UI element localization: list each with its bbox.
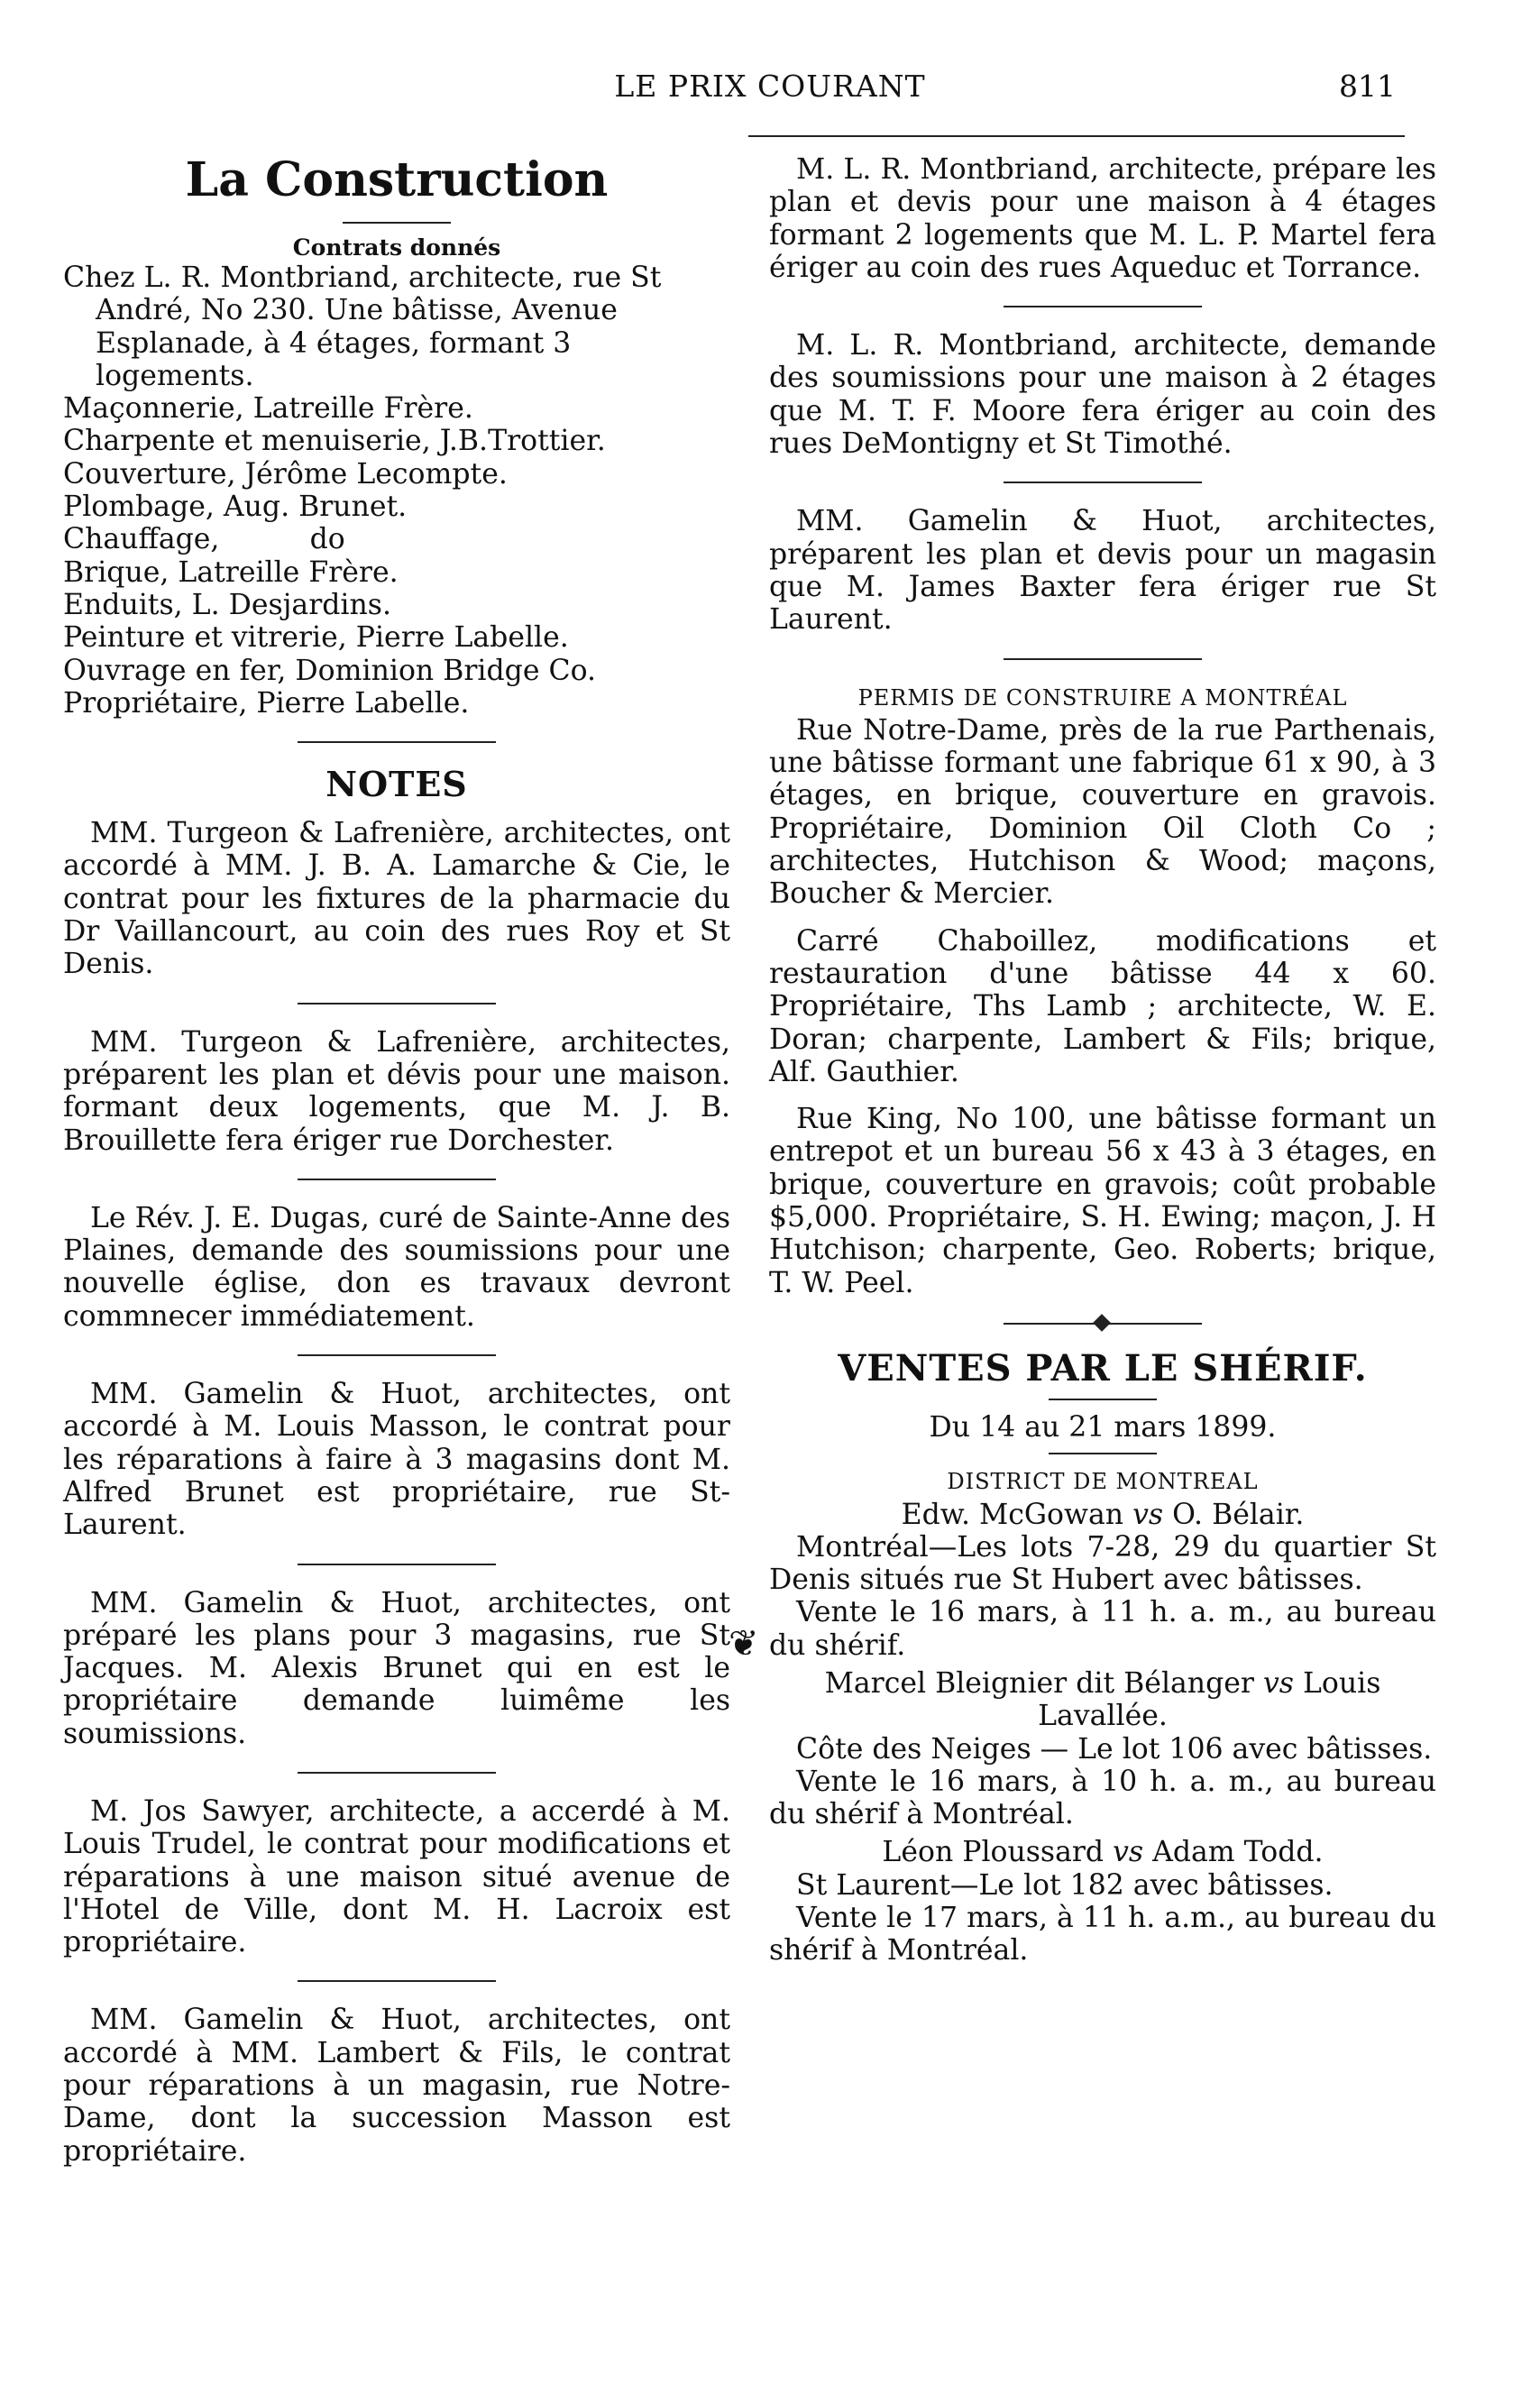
right-column (769, 153, 1436, 1968)
divider (298, 1980, 496, 1982)
divider (1004, 306, 1202, 307)
case-parties (769, 1499, 1436, 1531)
case-description: Côte des Neiges — Le lot 106 avec bâtisses. (796, 1732, 1433, 1766)
divider (1049, 1399, 1157, 1400)
case-parties (769, 1836, 1436, 1868)
running-head (0, 0, 1540, 135)
versus: vs (1132, 1498, 1164, 1531)
running-title: LE PRIX COURANT (614, 69, 926, 104)
note-paragraph: Le Rév. J. E. Dugas, curé de Sainte-Anne des Plaines, demande des soumissions pour une nouvelle église, don es travaux devront commnecer immédiatement. (63, 1201, 730, 1333)
case-description: St Laurent—Le lot 182 avec bâtisses. (796, 1868, 1334, 1902)
printer-ornament-icon: ❦ (729, 1623, 759, 1665)
trade-line: Enduits, L. Desjardins. (63, 588, 391, 621)
note-paragraph: MM. Gamelin & Huot, architectes, ont préparé les plans pour 3 magasins, rue St Jacques. M. Alexis Brunet qui en est le propriétaire demande luimême les soumissions. (63, 1586, 730, 1750)
note-paragraph: M. L. R. Montbriand, architecte, prépare les plan et devis pour une maison à 4 étages formant 2 logements que M. L. P. Martel fera ériger au coin des rues Aqueduc et Torrance. (769, 153, 1436, 284)
plaintiff: Léon Ploussard (882, 1836, 1105, 1869)
divider (298, 1354, 496, 1356)
divider (1004, 658, 1202, 660)
defendant: Adam Todd. (1152, 1836, 1324, 1869)
sales-date-range: Du 14 au 21 mars 1899. (929, 1410, 1277, 1444)
trade-line: Ouvrage en fer, Dominion Bridge Co. (63, 654, 597, 687)
case-parties (769, 1667, 1436, 1733)
divider (343, 222, 451, 224)
page-number: 811 (1339, 69, 1396, 104)
versus: vs (1262, 1666, 1294, 1700)
divider (298, 1564, 496, 1565)
case-sale-info: Vente le 16 mars, à 10 h. a. m., au bureau du shérif à Montréal. (769, 1765, 1436, 1831)
notes-title: NOTES (325, 764, 468, 805)
case-sale-info: Vente le 16 mars, à 11 h. a. m., au bureau du shérif. (769, 1596, 1436, 1662)
section-title: La Construction (185, 152, 609, 207)
contracts-subtitle: Contrats donnés (292, 234, 501, 261)
divider (298, 1179, 496, 1180)
divider (298, 1003, 496, 1004)
divider (1049, 1453, 1157, 1454)
diamond-icon (1093, 1314, 1111, 1332)
permit-paragraph: Rue Notre-Dame, près de la rue Parthenais, une bâtisse formant une fabrique 61 x 90, à 3 étages, en brique, couverture en gravois. Propriétaire, Dominion Oil Cloth Co ; architectes, Hutchison & Wood; maçons, Boucher & Mercier. (769, 713, 1436, 911)
trade-line: Peinture et vitrerie, Pierre Labelle. (63, 621, 569, 655)
versus: vs (1113, 1836, 1144, 1869)
case-sale-info: Vente le 17 mars, à 11 h. a.m., au bureau du shérif à Montréal. (769, 1902, 1436, 1968)
note-paragraph: MM. Turgeon & Lafrenière, architectes, préparent les plan et dévis pour une maison. formant deux logements, que M. J. B. Brouillette fera ériger rue Dorchester. (63, 1025, 730, 1157)
trade-line: Couverture, Jérôme Lecompte. (63, 457, 508, 491)
divider (1004, 482, 1202, 483)
permits-heading: PERMIS DE CONSTRUIRE A MONTRÉAL (857, 684, 1348, 711)
permit-paragraph: Carré Chaboillez, modifications et restauration d'une bâtisse 44 x 60. Propriétaire, Ths Lamb ; architecte, W. E. Doran; charpente, Lambert & Fils; brique, Alf. Gauthier. (769, 924, 1436, 1088)
contract-intro: Chez L. R. Montbriand, architecte, rue St André, No 230. Une bâtisse, Avenue Esplanade, à 4 étages, formant 3 logements. (63, 261, 662, 392)
trade-line: Plombage, Aug. Brunet. (63, 491, 408, 524)
defendant: O. Bélair. (1172, 1498, 1305, 1531)
trade-line: Propriétaire, Pierre Labelle. (63, 686, 470, 720)
note-paragraph: MM. Turgeon & Lafrenière, architectes, ont accordé à MM. J. B. A. Lamarche & Cie, le contrat pour les fixtures de la pharmacie du Dr Vaillancourt, au coin des rues Roy et St Denis. (63, 817, 730, 981)
sheriff-case (769, 1499, 1436, 1662)
note-paragraph: M. L. R. Montbriand, architecte, demande des soumissions pour une maison à 2 étages que M. T. F. Moore fera ériger au coin des rues DeMontigny et St Timothé. (769, 329, 1436, 461)
ornamental-divider (1004, 1323, 1202, 1325)
sheriff-case (769, 1836, 1436, 1967)
divider (298, 741, 496, 743)
note-paragraph: M. Jos Sawyer, architecte, a accerdé à M. Louis Trudel, le contrat pour modifications et réparations à une maison situé avenue de l'Hotel de Ville, dont M. H. Lacroix est propriétaire. (63, 1794, 730, 1959)
left-column (63, 153, 730, 2168)
note-paragraph: MM. Gamelin & Huot, architectes, préparent les plan et devis pour un magasin que M. James Baxter fera ériger rue St Laurent. (769, 505, 1436, 637)
header-rule (748, 135, 1405, 137)
note-paragraph: MM. Gamelin & Huot, architectes, ont accordé à M. Louis Masson, le contrat pour les réparations à faire à 3 magasins dont M. Alfred Brunet est propriétaire, rue St-Laurent. (63, 1378, 730, 1542)
trade-line: Charpente et menuiserie, J.B.Trottier. (63, 425, 606, 458)
trade-line: Maçonnerie, Latreille Frère. (63, 392, 473, 426)
sheriff-sales-title: VENTES PAR LE SHÉRIF. (838, 1346, 1368, 1390)
trade-line: Chauffage, do (63, 523, 345, 556)
plaintiff: Marcel Bleignier dit Bélanger (824, 1666, 1254, 1700)
note-paragraph: MM. Gamelin & Huot, architectes, ont accordé à MM. Lambert & Fils, le contrat pour réparations à un magasin, rue Notre-Dame, dont la succession Masson est propriétaire. (63, 2004, 730, 2168)
sheriff-case (769, 1667, 1436, 1830)
divider (298, 1772, 496, 1774)
trade-line: Brique, Latreille Frère. (63, 555, 399, 589)
permit-paragraph: Rue King, No 100, une bâtisse formant un entrepot et un bureau 56 x 43 à 3 étages, en brique, couverture en gravois; coût probable $5,000. Propriétaire, S. H. Ewing; maçon, J. H Hutchison; charpente, Geo. Roberts; brique, T. W. Peel. (769, 1103, 1436, 1299)
case-description: Montréal—Les lots 7-28, 29 du quartier St Denis situés rue St Hubert avec bâtisses. (769, 1530, 1436, 1597)
district-heading: DISTRICT DE MONTREAL (947, 1469, 1259, 1495)
plaintiff: Edw. McGowan (901, 1498, 1124, 1531)
defendant: Louis Lavallée. (1038, 1666, 1381, 1733)
